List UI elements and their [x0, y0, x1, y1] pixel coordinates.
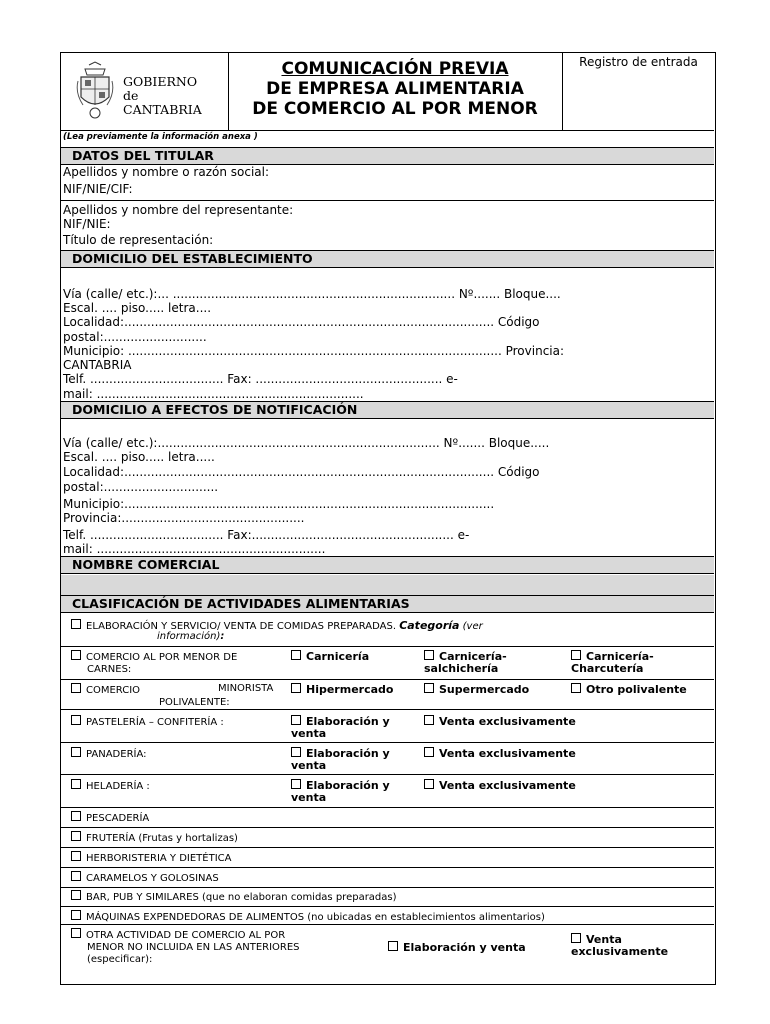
field-telf[interactable]: Telf. ................................... Fax:..................................................... e-: [63, 528, 470, 542]
divider: [61, 742, 714, 743]
logo-text-line: CANTABRIA: [123, 102, 202, 117]
section-titular: [61, 147, 714, 165]
option-elaboracion-informacion: información):: [157, 631, 225, 642]
option-caramelos[interactable]: CARAMELOS Y GOLOSINAS: [71, 871, 219, 885]
section-notificacion: [61, 401, 714, 419]
field-email[interactable]: mail: ............................................................: [63, 542, 326, 556]
option-maquinas[interactable]: MÁQUINAS EXPENDEDORAS DE ALIMENTOS (no ubicadas en establecimientos alimentarios): [71, 910, 545, 924]
checkbox-icon[interactable]: [71, 650, 81, 660]
divider: [61, 827, 714, 828]
field-escalera[interactable]: Escal. .... piso..... letra.....: [63, 450, 215, 464]
divider: [61, 774, 714, 775]
divider: [61, 709, 714, 710]
field-via[interactable]: Vía (calle/ etc.):.......................................................................... Nº....... Bloque.....: [63, 436, 550, 450]
option-carniceria-salchicheria[interactable]: Carnicería- salchichería: [424, 650, 507, 675]
checkbox-icon[interactable]: [291, 747, 301, 757]
checkbox-icon[interactable]: [424, 715, 434, 725]
section-nombre-comercial: [61, 556, 714, 574]
section-heading: DOMICILIO A EFECTOS DE NOTIFICACIÓN: [72, 402, 358, 417]
coat-of-arms-icon: [75, 61, 115, 121]
option-polivalente[interactable]: COMERCIO MINORISTA POLIVALENTE:: [71, 683, 281, 709]
option-carniceria[interactable]: Carnicería: [291, 650, 369, 663]
field-nif[interactable]: NIF/NIE/CIF:: [63, 182, 133, 196]
note: (Lea previamente la información anexa ): [63, 132, 258, 142]
option-heladeria[interactable]: HELADERÍA :: [71, 779, 150, 793]
checkbox-icon[interactable]: [71, 928, 81, 938]
divider: [61, 924, 714, 925]
divider: [61, 679, 714, 680]
section-establecimiento: [61, 250, 714, 268]
checkbox-icon[interactable]: [291, 683, 301, 693]
checkbox-icon[interactable]: [71, 811, 81, 821]
field-postal[interactable]: postal:..............................: [63, 480, 219, 494]
nombre-comercial-field[interactable]: [61, 575, 714, 595]
field-via[interactable]: Vía (calle/ etc.):... .......................................................................... Nº....... Bloque....: [63, 287, 561, 301]
option-herboristeria[interactable]: HERBORISTERIA Y DIETÉTICA: [71, 851, 232, 865]
section-clasificacion: [61, 595, 714, 613]
title-line: DE EMPRESA ALIMENTARIA: [266, 79, 524, 99]
logo-text-line: GOBIERNO: [123, 74, 198, 89]
option-heladeria-elaboracion[interactable]: Elaboración y venta: [291, 779, 390, 804]
option-fruteria[interactable]: FRUTERÍA (Frutas y hortalizas): [71, 831, 238, 845]
header: [61, 53, 714, 131]
option-otra-actividad[interactable]: OTRA ACTIVIDAD DE COMERCIO AL POR MENOR NO INCLUIDA EN LAS ANTERIORES (especificar):: [71, 928, 300, 966]
field-email[interactable]: mail: ......................................................................: [63, 387, 364, 401]
checkbox-icon[interactable]: [71, 779, 81, 789]
field-provincia[interactable]: Provincia:................................................: [63, 511, 305, 525]
checkbox-icon[interactable]: [71, 683, 81, 693]
divider: [61, 807, 714, 808]
field-postal[interactable]: postal:...........................: [63, 330, 207, 344]
section-heading: DATOS DEL TITULAR: [72, 148, 214, 163]
divider: [61, 200, 714, 201]
option-otra-venta[interactable]: Venta exclusivamente: [571, 933, 669, 958]
section-heading: CLASIFICACIÓN DE ACTIVIDADES ALIMENTARIAS: [72, 596, 410, 611]
checkbox-icon[interactable]: [71, 747, 81, 757]
checkbox-icon[interactable]: [571, 650, 581, 660]
form-title: [228, 53, 563, 130]
option-pescaderia[interactable]: PESCADERÍA: [71, 811, 149, 825]
option-hipermercado[interactable]: Hipermercado: [291, 683, 393, 696]
divider: [61, 847, 714, 848]
field-escalera[interactable]: Escal. .... piso..... letra....: [63, 301, 212, 315]
checkbox-icon[interactable]: [388, 941, 398, 951]
logo-text-line: de: [123, 88, 139, 103]
checkbox-icon[interactable]: [71, 910, 81, 920]
option-pasteleria-elaboracion[interactable]: Elaboración y venta: [291, 715, 390, 740]
checkbox-icon[interactable]: [424, 683, 434, 693]
checkbox-icon[interactable]: [424, 747, 434, 757]
title-line: DE COMERCIO AL POR MENOR: [252, 99, 538, 119]
section-heading: DOMICILIO DEL ESTABLECIMIENTO: [72, 251, 313, 266]
divider: [61, 906, 714, 907]
logo-text: [123, 75, 202, 117]
field-municipio[interactable]: Municipio:.................................................................................................: [63, 497, 495, 511]
title-line: COMUNICACIÓN PREVIA: [281, 59, 509, 79]
option-panaderia-elaboracion[interactable]: Elaboración y venta: [291, 747, 390, 772]
field-telf[interactable]: Telf. ................................... Fax: ................................................. e-: [63, 372, 458, 386]
checkbox-icon[interactable]: [71, 715, 81, 725]
checkbox-icon[interactable]: [291, 779, 301, 789]
option-elaboracion[interactable]: ELABORACIÓN Y SERVICIO/ VENTA DE COMIDAS PREPARADAS. Categoría (ver: [71, 619, 483, 633]
divider: [61, 887, 714, 888]
checkbox-icon[interactable]: [71, 619, 81, 629]
checkbox-icon[interactable]: [424, 650, 434, 660]
logo-box: [61, 53, 229, 130]
field-localidad[interactable]: Localidad:................................................................................................. Código: [63, 465, 540, 479]
checkbox-icon[interactable]: [571, 933, 581, 943]
registro-box: [563, 53, 714, 130]
checkbox-icon[interactable]: [71, 871, 81, 881]
divider: [61, 646, 714, 647]
checkbox-icon[interactable]: [291, 650, 301, 660]
option-pasteleria[interactable]: PASTELERÍA – CONFITERÍA :: [71, 715, 224, 729]
field-localidad[interactable]: Localidad:................................................................................................. Código: [63, 315, 540, 329]
option-carnes[interactable]: COMERCIO AL POR MENOR DE CARNES:: [71, 650, 237, 676]
field-apellidos[interactable]: Apellidos y nombre o razón social:: [63, 165, 270, 179]
checkbox-icon[interactable]: [291, 715, 301, 725]
checkbox-icon[interactable]: [571, 683, 581, 693]
option-otro-polivalente[interactable]: Otro polivalente: [571, 683, 687, 696]
field-representante[interactable]: Apellidos y nombre del representante:: [63, 203, 294, 217]
option-pasteleria-venta[interactable]: Venta exclusivamente: [424, 715, 576, 728]
checkbox-icon[interactable]: [71, 890, 81, 900]
checkbox-icon[interactable]: [71, 831, 81, 841]
option-panaderia-venta[interactable]: Venta exclusivamente: [424, 747, 576, 760]
section-heading: NOMBRE COMERCIAL: [72, 557, 220, 572]
divider: [61, 867, 714, 868]
option-otra-elaboracion[interactable]: Elaboración y venta: [388, 941, 526, 954]
field-titulo-representacion[interactable]: Título de representación:: [63, 233, 214, 247]
form: [60, 52, 716, 985]
field-nif-representante[interactable]: NIF/NIE:: [63, 217, 111, 231]
option-panaderia[interactable]: PANADERÍA:: [71, 747, 147, 761]
field-provincia: CANTABRIA: [63, 358, 132, 372]
registro-label: Registro de entrada: [579, 55, 698, 69]
field-municipio[interactable]: Municipio: .................................................................................................. Provincia:: [63, 344, 565, 358]
checkbox-icon[interactable]: [71, 851, 81, 861]
option-supermercado[interactable]: Supermercado: [424, 683, 529, 696]
option-carniceria-charcuteria[interactable]: Carnicería- Charcutería: [571, 650, 654, 675]
checkbox-icon[interactable]: [424, 779, 434, 789]
option-bar-pub[interactable]: BAR, PUB Y SIMILARES (que no elaboran comidas preparadas): [71, 890, 397, 904]
option-heladeria-venta[interactable]: Venta exclusivamente: [424, 779, 576, 792]
